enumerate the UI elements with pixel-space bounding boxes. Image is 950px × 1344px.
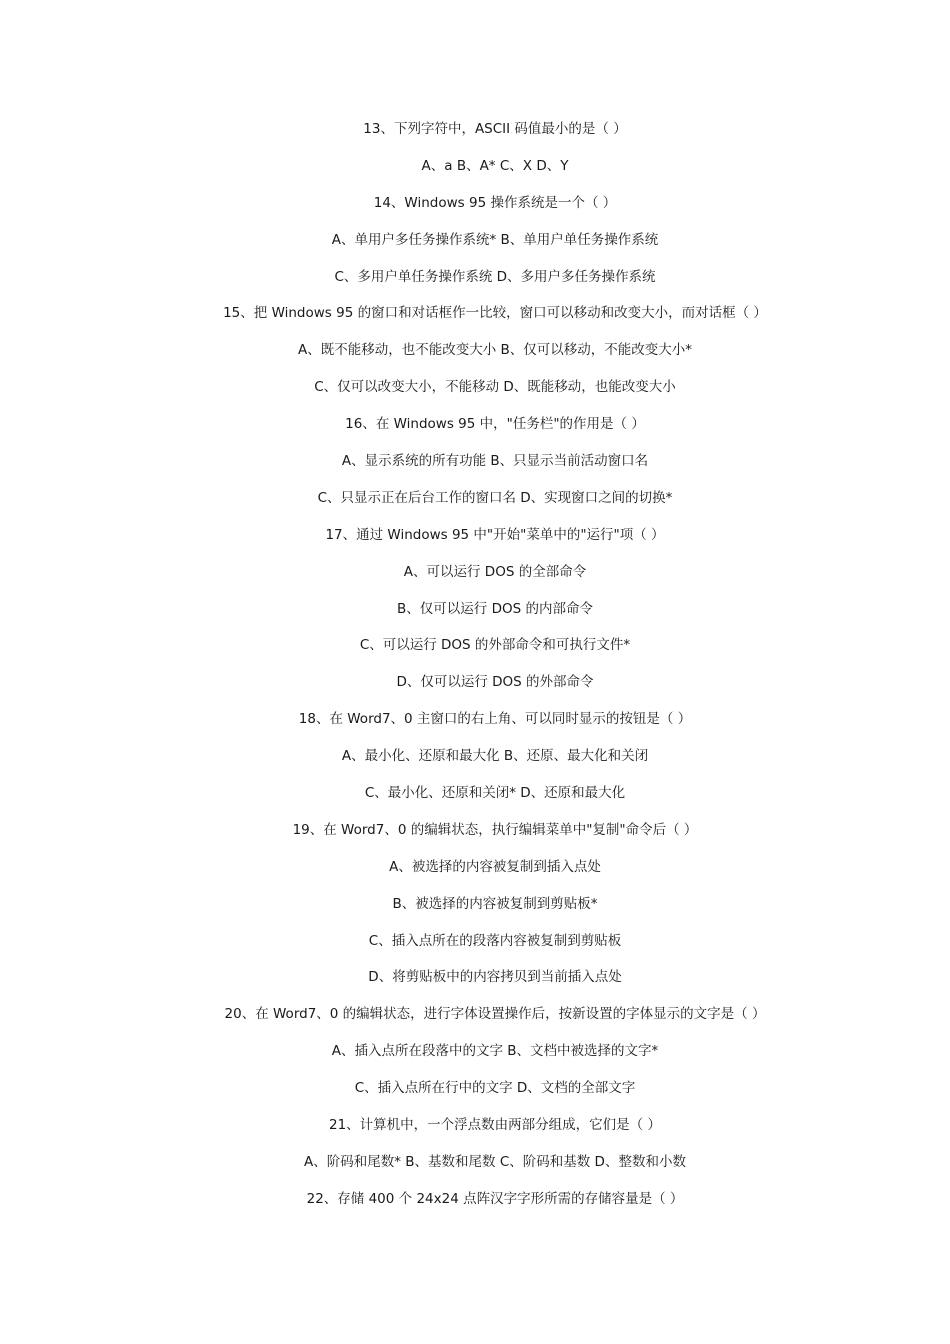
question-16: 16、在 Windows 95 中，"任务栏"的作用是（ ） <box>345 416 645 433</box>
question-21: 21、计算机中，一个浮点数由两部分组成，它们是（ ） <box>329 1117 661 1134</box>
question-15-options-cd: C、仅可以改变大小，不能移动 D、既能移动，也能改变大小 <box>314 379 676 396</box>
question-14-options-cd: C、多用户单任务操作系统 D、多用户多任务操作系统 <box>334 268 656 285</box>
question-17-option-c: C、可以运行 DOS 的外部命令和可执行文件* <box>359 637 631 654</box>
question-20-options-ab: A、插入点所在段落中的文字 B、文档中被选择的文字* <box>331 1043 659 1060</box>
question-18: 18、在 Word7、0 主窗口的右上角、可以同时显示的按钮是（ ） <box>298 711 692 728</box>
question-20-options-cd: C、插入点所在行中的文字 D、文档的全部文字 <box>354 1080 636 1097</box>
question-17: 17、通过 Windows 95 中"开始"菜单中的"运行"项（ ） <box>325 526 665 543</box>
question-16-options-cd: C、只显示正在后台工作的窗口名 D、实现窗口之间的切换* <box>317 489 673 506</box>
question-19-option-d: D、将剪贴板中的内容拷贝到当前插入点处 <box>368 969 622 986</box>
question-list <box>0 118 950 1225</box>
question-20: 20、在 Word7、0 的编辑状态，进行字体设置操作后，按新设置的字体显示的文字是（ ） <box>224 1006 766 1023</box>
question-19: 19、在 Word7、0 的编辑状态，执行编辑菜单中"复制"命令后（ ） <box>292 821 698 838</box>
question-17-option-a: A、可以运行 DOS 的全部命令 <box>403 563 587 580</box>
question-18-options-ab: A、最小化、还原和最大化 B、还原、最大化和关闭 <box>341 748 649 765</box>
question-19-option-a: A、被选择的内容被复制到插入点处 <box>389 858 601 875</box>
question-21-options: A、阶码和尾数* B、基数和尾数 C、阶码和基数 D、整数和小数 <box>304 1153 686 1170</box>
question-14: 14、Windows 95 操作系统是一个（ ） <box>373 194 617 211</box>
question-16-options-ab: A、显示系统的所有功能 B、只显示当前活动窗口名 <box>341 453 649 470</box>
question-18-options-cd: C、最小化、还原和关闭* D、还原和最大化 <box>364 785 626 802</box>
question-17-option-b: B、仅可以运行 DOS 的内部命令 <box>397 600 593 617</box>
question-13-options: A、a B、A* C、X D、Y <box>421 157 569 174</box>
question-19-option-c: C、插入点所在的段落内容被复制到剪贴板 <box>368 932 622 949</box>
question-13: 13、下列字符中，ASCII 码值最小的是（ ） <box>363 121 627 137</box>
question-17-option-d: D、仅可以运行 DOS 的外部命令 <box>396 674 594 691</box>
question-15-options-ab: A、既不能移动，也不能改变大小 B、仅可以移动，不能改变大小* <box>297 342 693 359</box>
question-19-option-b: B、被选择的内容被复制到剪贴板* <box>392 895 598 912</box>
question-14-options-ab: A、单用户多任务操作系统* B、单用户单任务操作系统 <box>331 231 659 248</box>
question-15: 15、把 Windows 95 的窗口和对话框作一比较，窗口可以移动和改变大小，而对话框（ ） <box>223 305 767 322</box>
question-22: 22、存储 400 个 24x24 点阵汉字字形所需的存储容量是（ ） <box>306 1190 684 1207</box>
